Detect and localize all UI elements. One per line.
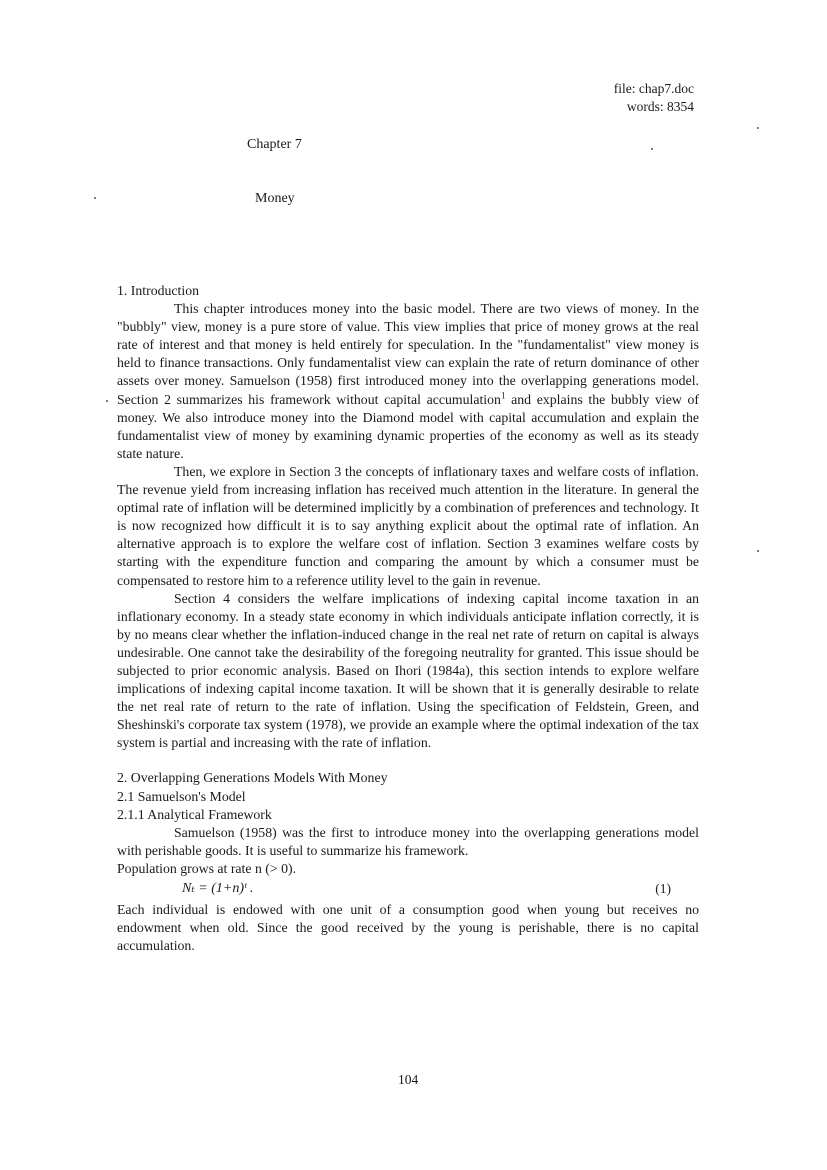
equation-expression: Nₜ = (1+n)ᵗ . <box>182 881 254 896</box>
scan-speck <box>757 127 759 129</box>
file-name: file: chap7.doc <box>613 81 694 96</box>
page-number: 104 <box>398 1072 419 1087</box>
population-growth-line: Population grows at rate n (> 0). <box>117 860 297 876</box>
intro-paragraph-1-text-end: and explains the bubbly view of money. We also introduce money into the Diamond model with capital accumulation and explain the fundamentalist view of money by examining dynamic properties of the economy as well as its steady state nature. <box>117 391 700 461</box>
intro-paragraph-2: Then, we explore in Section 3 the concepts of inflationary taxes and welfare costs of inflation. The revenue yield from increasing inflation has received much attention in the literature. In general the optimal rate of inflation will be determined implicitly by a combination of preferences and technology. It is now recognized how difficult it is to say anything explicit about the optimal rate of inflation. An alternative approach is to explore the welfare cost of inflation. Section 3 examines welfare costs by starting with the expenditure function and comparing the amount by which a consumer must be compensated to restore him to a reference utility level to the gain in revenue. <box>117 463 699 588</box>
framework-paragraph-2: Each individual is endowed with one unit of a consumption good when young but receives no endowment when old. Since the good received by the young is perishable, there is no capital accumulation. <box>117 902 699 954</box>
section-heading-introduction: 1. Introduction <box>117 283 199 298</box>
subsubsection-heading-framework: 2.1.1 Analytical Framework <box>117 806 272 822</box>
framework-paragraph-1: Samuelson (1958) was the first to introduce money into the overlapping generations model with perishable goods. It is useful to summarize his framework. <box>117 824 699 858</box>
file-meta <box>614 80 694 116</box>
word-count: words: 8354 <box>626 99 694 114</box>
document-body <box>117 282 699 955</box>
scan-speck <box>94 197 96 199</box>
scan-speck <box>106 400 108 402</box>
intro-paragraph-1-text: This chapter introduces money into the basic model. There are two views of money. In the "bubbly" view, money is a pure store of value. This view implies that price of money grows at the real rate of interest and that money is held entirely for speculation. In the "fundamentalist" view money is held to finance transactions. Only fundamentalist view can explain the rate of return dominance of other assets over money. Samuelson (1958) first introduced money into the overlapping generations model. Section 2 summarizes his framework without capital accumulation <box>117 301 699 407</box>
subsection-heading-samuelson: 2.1 Samuelson's Model <box>117 788 246 804</box>
chapter-label: Chapter 7 <box>247 137 302 152</box>
section-heading-overlapping-generations: 2. Overlapping Generations Models With Money <box>117 770 388 786</box>
equation-number: (1) <box>655 881 671 896</box>
intro-paragraph-3: Section 4 considers the welfare implications of indexing capital income taxation in an inflationary economy. In a steady state economy in which individuals anticipate inflation correctly, it is by no means clear whether the inflation-induced change in the real net rate of return on capital is always undesirable. One cannot take the desirability of the foregoing neutrality for granted. This issue should be subjected to prior economic analysis. Based on Ihori (1984a), this section intends to explore welfare implications of indexing capital income taxation. It will be shown that it is generally desirable to relate the net real rate of return to the rate of inflation. Using the specification of Feldstein, Green, and Sheshinski's corporate tax system (1978), we provide an example where the optimal indexation of the tax system is partial and increasing with the rate of inflation. <box>117 590 699 751</box>
scan-speck <box>651 148 653 150</box>
scan-speck <box>757 550 759 552</box>
intro-paragraph-1 <box>117 300 699 463</box>
footnote-marker: 1 <box>500 389 506 400</box>
equation-1 <box>117 879 699 901</box>
chapter-title: Money <box>255 191 295 206</box>
